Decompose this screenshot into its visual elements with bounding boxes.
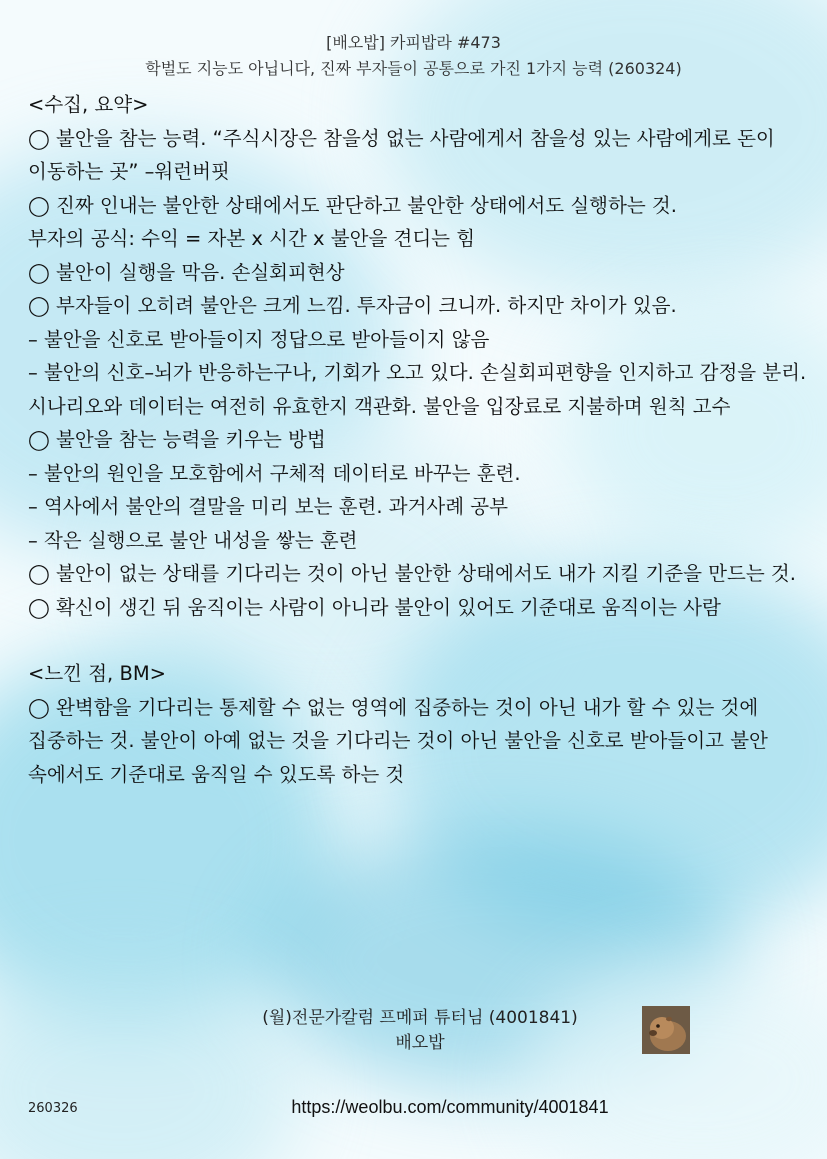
section-heading-summary: <수집, 요약> [28, 93, 149, 116]
paragraph: ◯ 확신이 생긴 뒤 움직이는 사람이 아니라 불안이 있어도 기준대로 움직이는 사람 [28, 595, 721, 619]
community-url: https://weolbu.com/community/4001841 [291, 1097, 609, 1117]
document-body [28, 88, 818, 791]
paragraph: ◯ 불안이 없는 상태를 기다리는 것이 아닌 불안한 상태에서도 내가 지킬 기준을 만드는 것. [28, 562, 796, 585]
author-credit [200, 1006, 640, 1056]
paragraph: ◯ 불안을 참는 능력을 키우는 방법 [28, 428, 326, 451]
paragraph: ◯ 진짜 인내는 불안한 상태에서도 판단하고 불안한 상태에서도 실행하는 것. [28, 193, 677, 217]
author-nickname: 배오밥 [395, 1033, 445, 1053]
date-code: 260326 [28, 1101, 78, 1116]
author-line: (월)전문가칼럼 프메퍼 튜터님 (4001841) [262, 1008, 578, 1028]
paragraph: – 불안의 원인을 모호함에서 구체적 데이터로 바꾸는 훈련. [28, 461, 521, 485]
paragraph: – 역사에서 불안의 결말을 미리 보는 훈련. 과거사례 공부 [28, 495, 508, 518]
paragraph: – 작은 실행으로 불안 내성을 쌓는 훈련 [28, 528, 358, 552]
paragraph: – 불안을 신호로 받아들이지 정답으로 받아들이지 않음 [28, 327, 490, 351]
paragraph: 부자의 공식: 수익 = 자본 x 시간 x 불안을 견디는 힘 [28, 227, 476, 250]
section-heading-reflection: <느낀 점, BM> [28, 662, 166, 685]
section-spacer [28, 624, 818, 657]
paragraph: ◯ 부자들이 오히려 불안은 크게 느낌. 투자금이 크니까. 하지만 차이가 있음. [28, 294, 677, 317]
paragraph: – 불안의 신호–뇌가 반응하는구나, 기회가 오고 있다. 손실회피편향을 인지하고 감정을 분리. 시나리오와 데이터는 여전히 유효한지 객관화. 불안을 입장료로 지불하며 원칙 고수 [28, 361, 813, 418]
capybara-avatar-icon [642, 1006, 690, 1054]
document-subtitle: 학벌도 지능도 아닙니다, 진짜 부자들이 공통으로 가진 1가지 능력 (260324) [145, 59, 682, 78]
paragraph: ◯ 불안이 실행을 막음. 손실회피현상 [28, 260, 345, 284]
paragraph: ◯ 불안을 참는 능력. “주식시장은 참을성 없는 사람에게서 참을성 있는 사람에게로 돈이 이동하는 곳” –워런버핏 [28, 126, 781, 183]
paragraph: ◯ 완벽함을 기다리는 통제할 수 없는 영역에 집중하는 것이 아닌 내가 할 수 있는 것에 집중하는 것. 불안이 아예 없는 것을 기다리는 것이 아닌 불안을 신호로 받아들이고 불안 속에서도 기준대로 움직일 수 있도록 하는 것 [28, 695, 775, 786]
series-title: [배오밥] 카피밥라 #473 [326, 33, 501, 52]
